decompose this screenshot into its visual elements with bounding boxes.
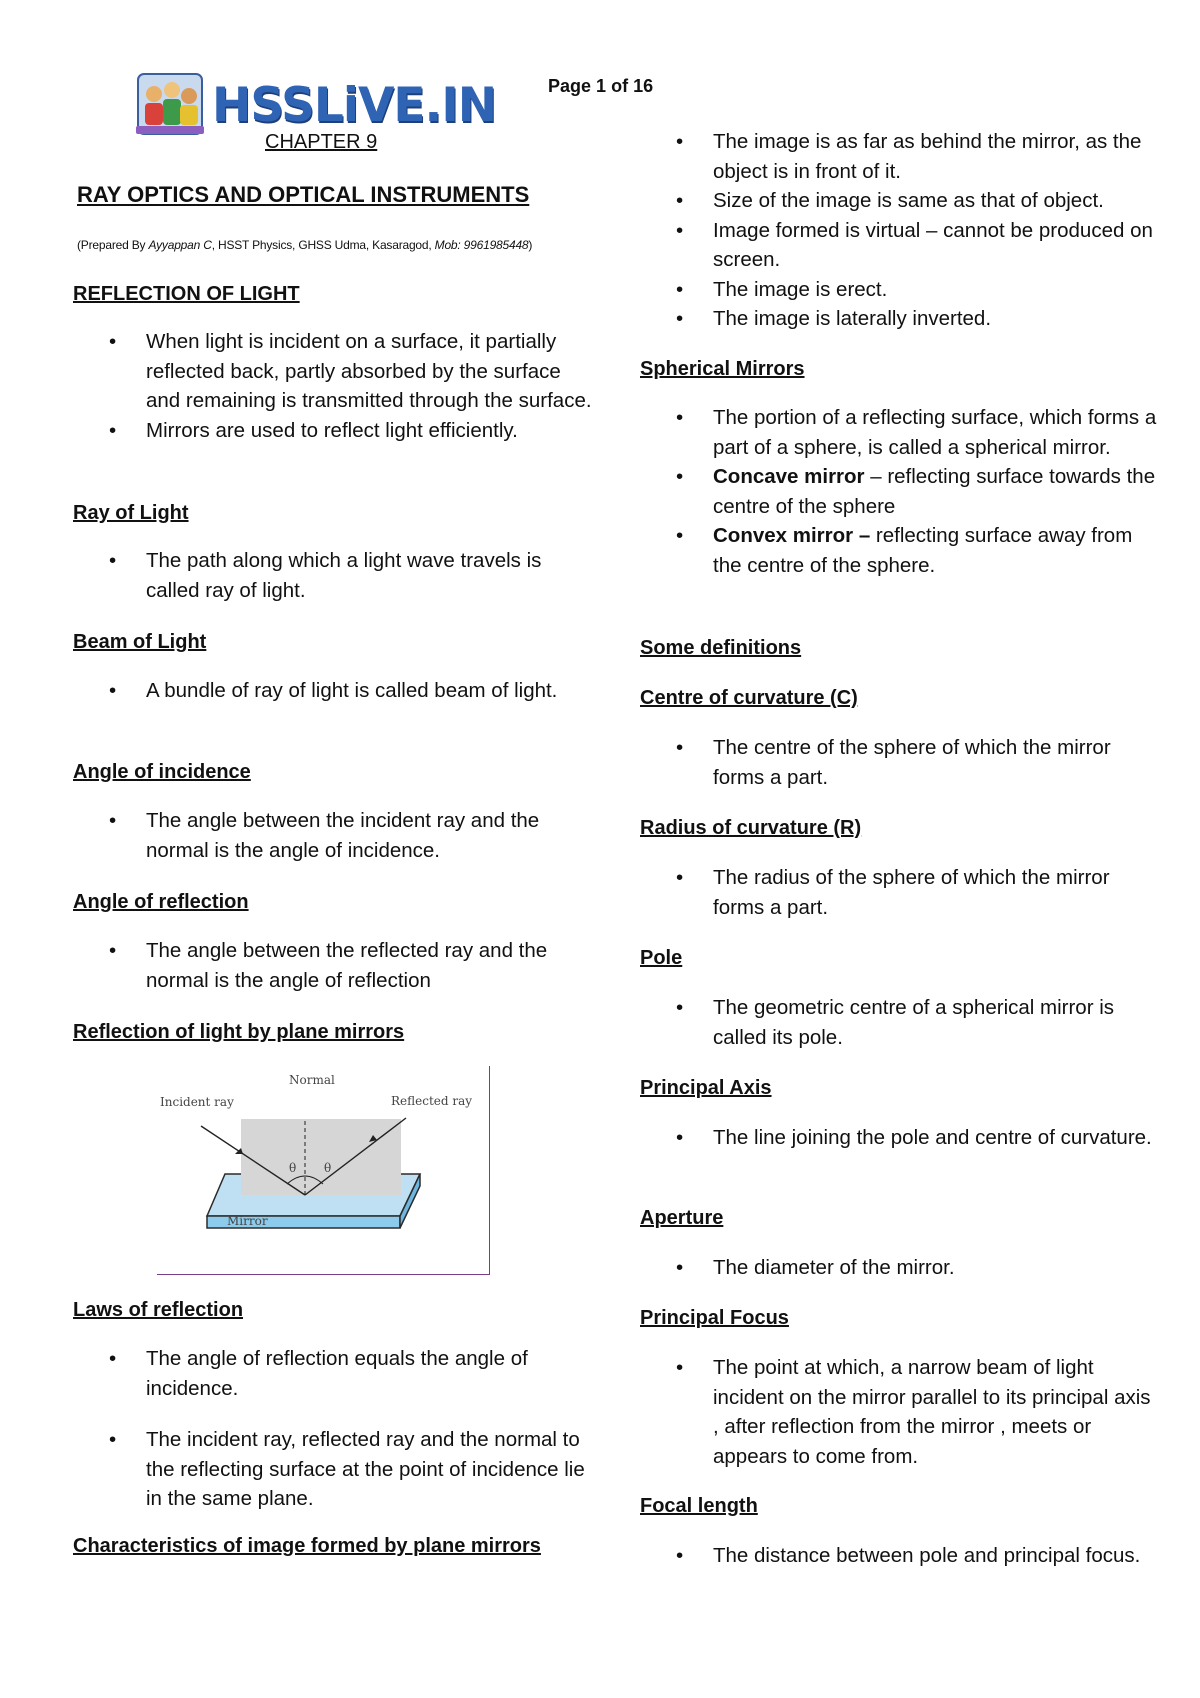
- list-centre: [640, 733, 1160, 792]
- list-reflection-angle: [73, 936, 593, 995]
- heading-ray-of-light: Ray of Light: [73, 502, 189, 524]
- heading-focal-length: Focal length: [640, 1495, 758, 1517]
- list-item: • The image is laterally inverted.: [640, 304, 1160, 334]
- label-theta-right: θ: [324, 1161, 332, 1175]
- heading-characteristics: Characteristics of image formed by plane mirrors: [73, 1535, 541, 1557]
- list-aperture: [640, 1253, 1160, 1283]
- list-spherical: [640, 403, 1160, 580]
- list-laws: [73, 1344, 593, 1514]
- figure-border-right: [489, 1066, 490, 1275]
- figure-border-bottom: [157, 1274, 490, 1275]
- label-incident-ray: Incident ray: [160, 1095, 234, 1109]
- list-item: • The centre of the sphere of which the mirror forms a part.: [640, 733, 1160, 792]
- list-item: • Mirrors are used to reflect light efficiently.: [73, 416, 593, 446]
- list-pole: [640, 993, 1160, 1052]
- site-logo[interactable]: [132, 70, 496, 140]
- list-item: • Image formed is virtual – cannot be produced on screen.: [640, 216, 1160, 275]
- list-item: • The point at which, a narrow beam of light incident on the mirror parallel to its principal axis , after reflection from the mirror , meets or appears to come from.: [640, 1353, 1160, 1471]
- heading-angle-of-incidence: Angle of incidence: [73, 761, 251, 783]
- list-item: • The portion of a reflecting surface, which forms a part of a sphere, is called a spherical mirror.: [640, 403, 1160, 462]
- list-image-properties: [640, 127, 1160, 334]
- list-focal: [640, 1541, 1160, 1571]
- list-item: • The radius of the sphere of which the mirror forms a part.: [640, 863, 1160, 922]
- list-item: • The distance between pole and principal focus.: [640, 1541, 1160, 1571]
- children-logo-icon: [132, 70, 208, 140]
- list-item: • The angle between the incident ray and the normal is the angle of incidence.: [73, 806, 593, 865]
- list-item: • The angle between the reflected ray and the normal is the angle of reflection: [73, 936, 593, 995]
- heading-spherical-mirrors: Spherical Mirrors: [640, 358, 805, 380]
- list-incidence: [73, 806, 593, 865]
- heading-principal-focus: Principal Focus: [640, 1307, 789, 1329]
- list-item: • The path along which a light wave travels is called ray of light.: [73, 546, 593, 605]
- logo-text: HSSLiVE.IN: [212, 77, 497, 133]
- list-item: • The geometric centre of a spherical mirror is called its pole.: [640, 993, 1160, 1052]
- list-item: • The incident ray, reflected ray and the normal to the reflecting surface at the point of incidence lie in the same plane.: [73, 1425, 593, 1514]
- list-item: • Size of the image is same as that of object.: [640, 186, 1160, 216]
- heading-angle-of-reflection: Angle of reflection: [73, 891, 249, 913]
- page-number: Page 1 of 16: [548, 76, 654, 96]
- heading-beam-of-light: Beam of Light: [73, 631, 207, 653]
- list-item: • The diameter of the mirror.: [640, 1253, 1160, 1283]
- list-item: • The image is erect.: [640, 275, 1160, 305]
- list-ray: [73, 546, 593, 605]
- label-normal: Normal: [289, 1073, 335, 1087]
- list-item: • A bundle of ray of light is called beam of light.: [73, 676, 593, 706]
- list-axis: [640, 1123, 1160, 1153]
- label-theta-left: θ: [289, 1161, 297, 1175]
- list-item: • Convex mirror – reflecting surface away from the centre of the sphere.: [640, 521, 1160, 580]
- list-focus: [640, 1353, 1160, 1471]
- list-item: • When light is incident on a surface, it partially reflected back, partly absorbed by the surface and remaining is transmitted through the surface.: [73, 327, 593, 416]
- heading-principal-axis: Principal Axis: [640, 1077, 772, 1099]
- list-reflection: [73, 327, 593, 445]
- heading-laws-of-reflection: Laws of reflection: [73, 1299, 244, 1321]
- credit-line: (Prepared By Ayyappan C, HSST Physics, GHSS Udma, Kasaragod, Mob: 9961985448): [77, 238, 533, 252]
- heading-pole: Pole: [640, 947, 683, 969]
- list-item: • The image is as far as behind the mirror, as the object is in front of it.: [640, 127, 1160, 186]
- label-mirror: Mirror: [227, 1214, 268, 1228]
- document-title: RAY OPTICS AND OPTICAL INSTRUMENTS: [77, 182, 530, 207]
- list-radius: [640, 863, 1160, 922]
- heading-aperture: Aperture: [640, 1207, 724, 1229]
- chapter-label: CHAPTER 9: [265, 131, 378, 153]
- heading-centre-of-curvature: Centre of curvature (C): [640, 687, 858, 709]
- list-item: • The line joining the pole and centre of curvature.: [640, 1123, 1160, 1153]
- list-beam: [73, 676, 593, 706]
- heading-some-definitions: Some definitions: [640, 637, 802, 659]
- heading-radius-of-curvature: Radius of curvature (R): [640, 817, 862, 839]
- label-reflected-ray: Reflected ray: [391, 1094, 473, 1108]
- list-item: • Concave mirror – reflecting surface towards the centre of the sphere: [640, 462, 1160, 521]
- heading-plane-mirrors: Reflection of light by plane mirrors: [73, 1021, 405, 1043]
- heading-reflection-of-light: REFLECTION OF LIGHT: [73, 283, 300, 305]
- list-item: • The angle of reflection equals the angle of incidence.: [73, 1344, 593, 1403]
